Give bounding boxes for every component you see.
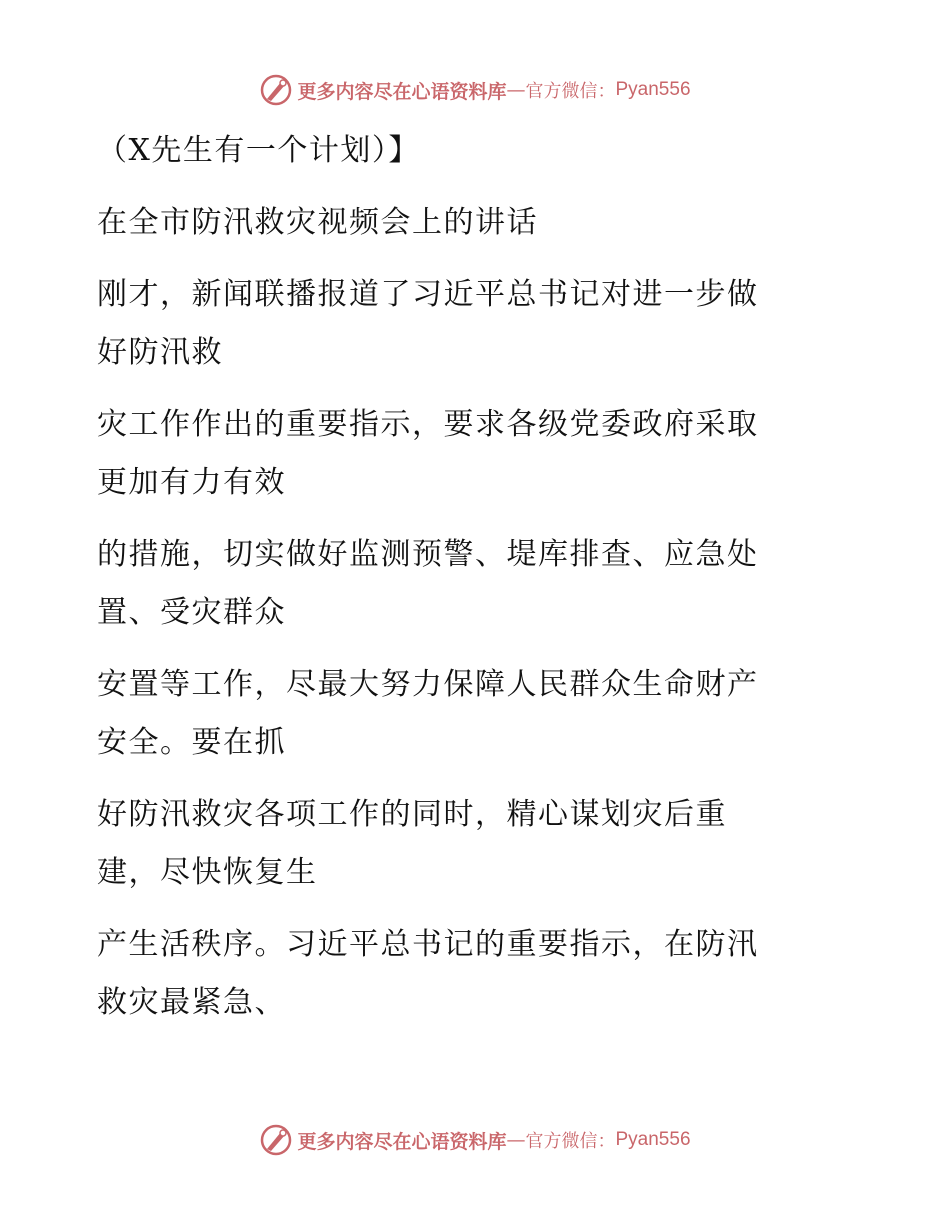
text-line: 好防汛救灾各项工作的同时，精心谋划灾后重 bbox=[97, 797, 727, 832]
watermark-label: 官方微信： bbox=[525, 1131, 616, 1152]
text-line: （X先生有一个计划）】 bbox=[97, 133, 420, 168]
text-line: 灾工作作出的重要指示，要求各级党委政府采取 bbox=[97, 407, 759, 442]
header-watermark bbox=[0, 70, 950, 110]
watermark-brand: 更多内容尽在心语资料库 bbox=[297, 80, 507, 103]
text-line: 安全。要在抓 bbox=[97, 725, 286, 760]
watermark-account: Pyan556 bbox=[615, 79, 691, 100]
text-line: 置、受灾群众 bbox=[97, 595, 286, 630]
text-line: 产生活秩序。习近平总书记的重要指示，在防汛 bbox=[97, 927, 759, 962]
watermark-account: Pyan556 bbox=[615, 1129, 691, 1150]
text-line: 救灾最紧急、 bbox=[97, 985, 286, 1020]
text-line: 建，尽快恢复生 bbox=[97, 855, 318, 890]
text-line: 的措施，切实做好监测预警、堤库排查、应急处 bbox=[97, 537, 759, 572]
text-line: 刚才，新闻联播报道了习近平总书记对进一步做 bbox=[97, 277, 759, 312]
text-line: 安置等工作，尽最大努力保障人民群众生命财产 bbox=[97, 667, 759, 702]
text-line: 好防汛救 bbox=[97, 335, 223, 370]
quill-logo-icon bbox=[259, 1123, 293, 1157]
text-line: 更加有力有效 bbox=[97, 465, 286, 500]
watermark-label: 官方微信： bbox=[525, 81, 616, 102]
watermark-brand: 更多内容尽在心语资料库 bbox=[297, 1130, 507, 1153]
text-line: 在全市防汛救灾视频会上的讲话 bbox=[97, 205, 538, 240]
document-body bbox=[97, 122, 837, 1032]
watermark-separator: — bbox=[506, 1129, 526, 1151]
quill-logo-icon bbox=[259, 73, 293, 107]
watermark-separator: — bbox=[506, 79, 526, 101]
footer-watermark bbox=[0, 1120, 950, 1160]
